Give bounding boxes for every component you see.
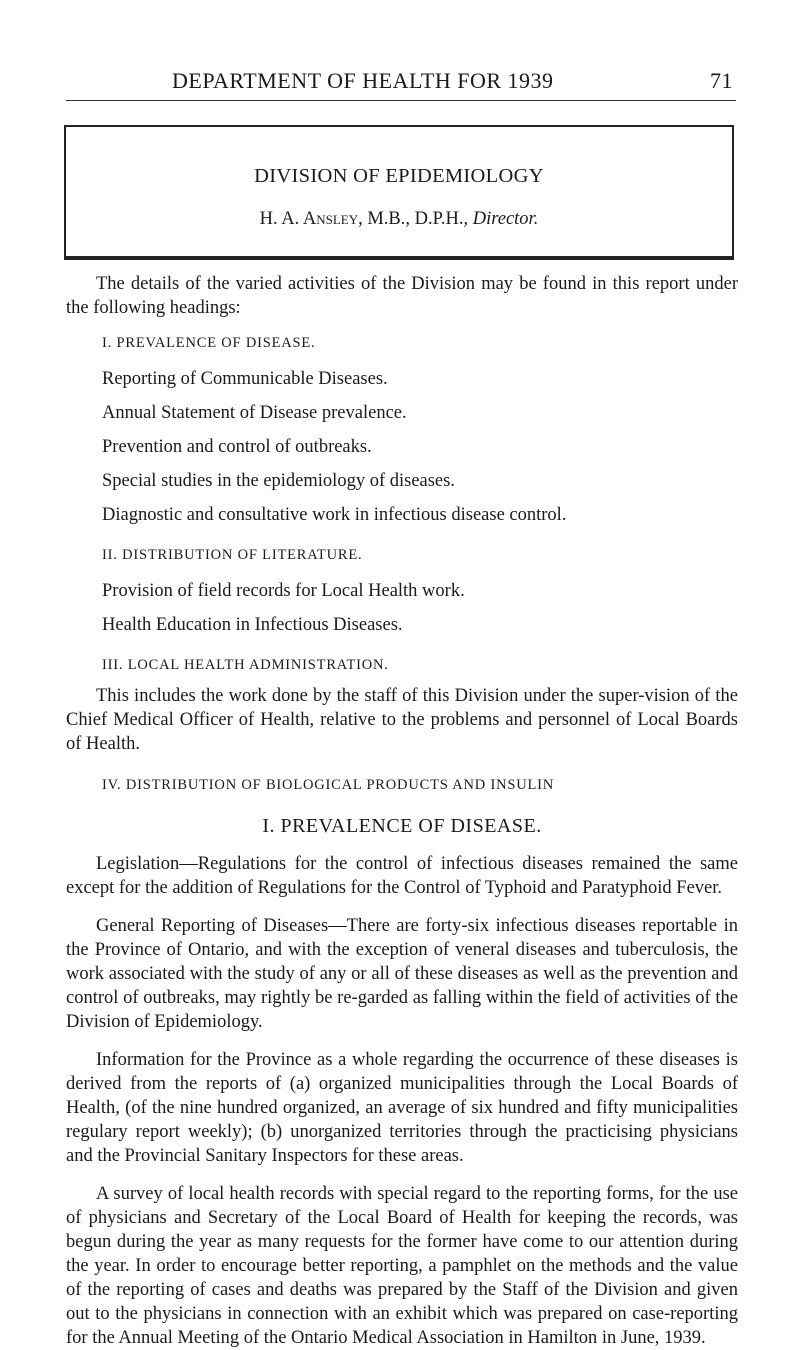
director-name: H. A. Ansley, M.B., D.P.H., (259, 209, 469, 229)
division-title-box (64, 125, 734, 260)
list-item: Annual Statement of Disease prevalence. (102, 403, 407, 423)
section-3-paragraph: This includes the work done by the staff of this Division under the super-vision of the Chief Medical Officer of Health, relative to the problems and personnel of Local Boards of Health. (66, 686, 738, 754)
main-section-heading: I. PREVALENCE OF DISEASE. (262, 815, 542, 837)
director-line (66, 209, 732, 230)
paragraph-general-reporting: General Reporting of Diseases—There are forty-six infectious diseases reportable in the Province of Ontario, and with the exception of veneral diseases and tuberculosis, the work associated with the study of any or all of these diseases as well as the prevention and control of outbreaks, may rightly be re-garded as falling within the field of activities of the Division of Epidemiology. (66, 916, 738, 1032)
division-title: DIVISION OF EPIDEMIOLOGY (254, 165, 544, 187)
director-role: Director. (472, 209, 539, 229)
running-head-title: DEPARTMENT OF HEALTH FOR 1939 (172, 68, 554, 93)
section-heading-2: II. DISTRIBUTION OF LITERATURE. (102, 547, 363, 563)
paragraph-information: Information for the Province as a whole regarding the occurrence of these diseases is derived from the reports of (a) organized municipalities through the Local Boards of Health, (of the nine hundred organized, an average of six hundred and fifty municipalities regulary report weekly); (b) unorganized territories through the practicising physicians and the Provincial Sanitary Inspectors for these areas. (66, 1050, 738, 1166)
section-heading-1: I. PREVALENCE OF DISEASE. (102, 335, 316, 351)
list-item: Special studies in the epidemiology of diseases. (102, 471, 455, 491)
list-item: Reporting of Communicable Diseases. (102, 369, 388, 389)
header-rule (66, 100, 736, 101)
list-item: Diagnostic and consultative work in infectious disease control. (102, 505, 567, 525)
paragraph-legislation: Legislation—Regulations for the control of infectious diseases remained the same except for the addition of Regulations for the Control of Typhoid and Paratyphoid Fever. (66, 854, 738, 898)
paragraph-survey: A survey of local health records with special regard to the reporting forms, for the use of physicians and Secretary of the Local Board of Health for keeping the records, was begun during the year as many requests for the former have come to our attention during the year. In order to encourage better reporting, a pamphlet on the methods and the value of the reporting of cases and deaths was prepared by the Staff of the Division and given out to the physicians in connection with an exhibit which was prepared on case-reporting for the Annual Meeting of the Ontario Medical Association in Hamilton in June, 1939. (66, 1184, 738, 1348)
list-item: Prevention and control of outbreaks. (102, 437, 372, 457)
intro-paragraph: The details of the varied activities of the Division may be found in this report under the following headings: (66, 274, 738, 318)
section-heading-3: III. LOCAL HEALTH ADMINISTRATION. (102, 657, 389, 673)
list-item: Health Education in Infectious Diseases. (102, 615, 403, 635)
body-text (66, 272, 738, 1350)
list-item: Provision of field records for Local Health work. (102, 581, 465, 601)
section-heading-4: IV. DISTRIBUTION OF BIOLOGICAL PRODUCTS AND INSULIN (102, 777, 555, 793)
page-number: 71 (710, 68, 733, 93)
